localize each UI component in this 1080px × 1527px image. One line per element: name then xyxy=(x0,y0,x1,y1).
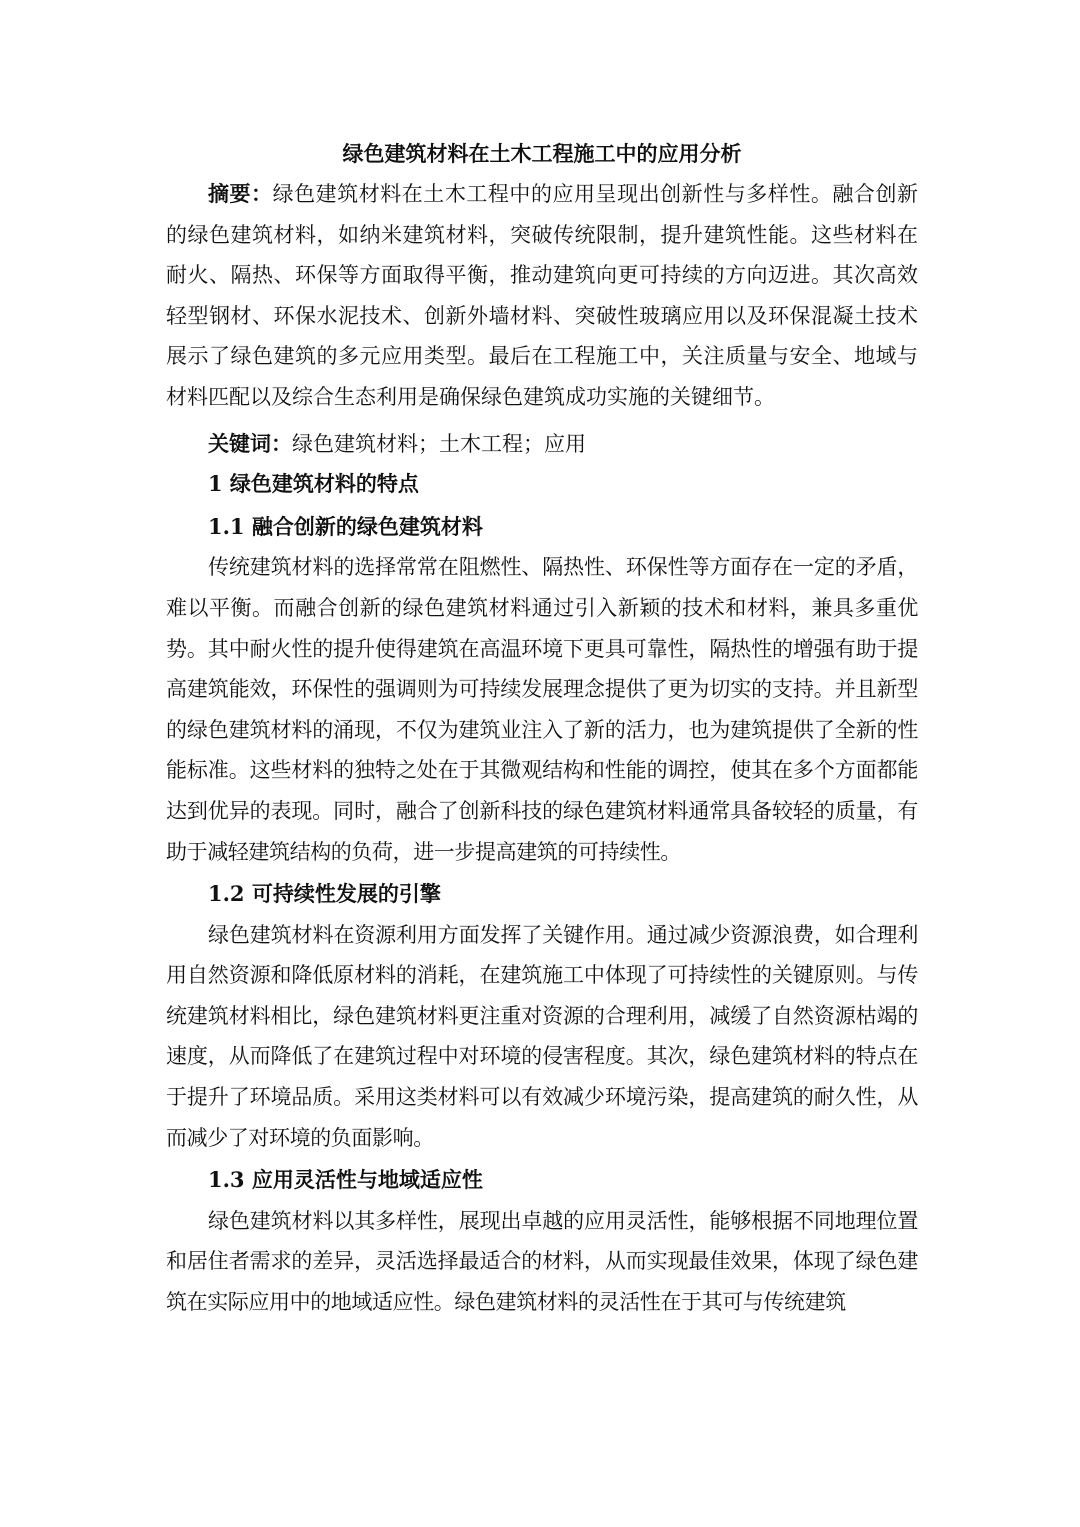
document-page xyxy=(166,138,918,1323)
section-1-3-heading: 1.3 应用灵活性与地域适应性 xyxy=(208,1167,483,1193)
keywords-paragraph xyxy=(166,424,918,465)
abstract-paragraph xyxy=(166,174,918,418)
section-1-2-heading: 1.2 可持续性发展的引擎 xyxy=(208,881,441,907)
section-1-2-paragraph: 绿色建筑材料在资源利用方面发挥了关键作用。通过减少资源浪费，如合理利用自然资源和降低原材料的消耗，在建筑施工中体现了可持续性的关键原则。与传统建筑材料相比，绿色建筑材料更注重对资源的合理利用，减缓了自然资源枯竭的速度，从而降低了在建筑过程中对环境的侵害程度。其次，绿色建筑材料的特点在于提升了环境品质。采用这类材料可以有效减少环境污染，提高建筑的耐久性，从而减少了对环境的负面影响。 xyxy=(166,922,918,1150)
abstract-label: 摘要： xyxy=(208,181,273,206)
section-1-1-paragraph: 传统建筑材料的选择常常在阻燃性、隔热性、环保性等方面存在一定的矛盾，难以平衡。而融合创新的绿色建筑材料通过引入新颖的技术和材料，兼具多重优势。其中耐火性的提升使得建筑在高温环境下更具可靠性，隔热性的增强有助于提高建筑能效，环保性的强调则为可持续发展理念提供了更为切实的支持。并且新型的绿色建筑材料的涌现，不仅为建筑业注入了新的活力，也为建筑提供了全新的性能标准。这些材料的独特之处在于其微观结构和性能的调控，使其在多个方面都能达到优异的表现。同时，融合了创新科技的绿色建筑材料通常具备较轻的质量，有助于减轻建筑结构的负荷，进一步提高建筑的可持续性。 xyxy=(166,555,918,864)
abstract-text: 绿色建筑材料在土木工程中的应用呈现出创新性与多样性。融合创新的绿色建筑材料，如纳米建筑材料，突破传统限制，提升建筑性能。这些材料在耐火、隔热、环保等方面取得平衡，推动建筑向更可持续的方向迈进。其次高效轻型钢材、环保水泥技术、创新外墙材料、突破性玻璃应用以及环保混凝土技术展示了绿色建筑的多元应用类型。最后在工程施工中，关注质量与安全、地域与材料匹配以及综合生态利用是确保绿色建筑成功实施的关键细节。 xyxy=(166,182,918,409)
paper-title: 绿色建筑材料在土木工程施工中的应用分析 xyxy=(342,141,742,166)
keywords-label: 关键词： xyxy=(208,430,292,456)
section-1-heading: 1 绿色建筑材料的特点 xyxy=(208,471,419,497)
keywords-text: 绿色建筑材料；土木工程；应用 xyxy=(292,431,586,456)
section-1-3-paragraph: 绿色建筑材料以其多样性，展现出卓越的应用灵活性，能够根据不同地理位置和居住者需求的差异，灵活选择最适合的材料，从而实现最佳效果，体现了绿色建筑在实际应用中的地域适应性。绿色建筑材料的灵活性在于其可与传统建筑 xyxy=(166,1208,918,1315)
section-1-1-heading: 1.1 融合创新的绿色建筑材料 xyxy=(208,513,483,539)
